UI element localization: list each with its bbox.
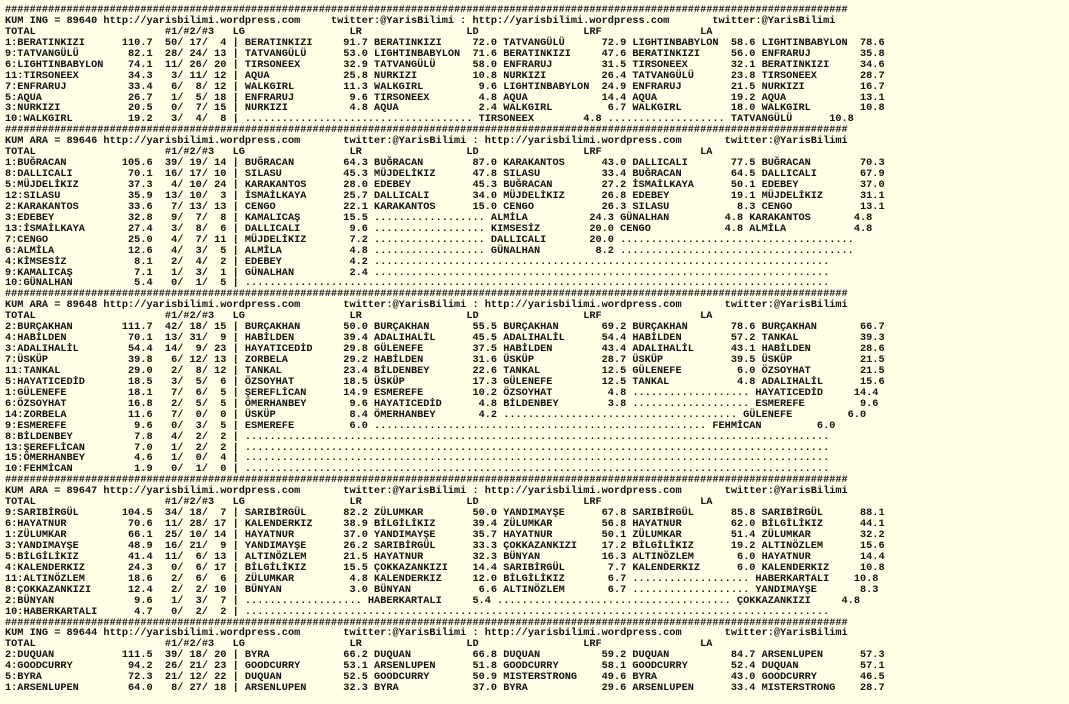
text-line: 6:ALMİLA 12.6 4/ 3/ 5 | ALMİLA 4.8 .................. GÜNALHAN 8.2 ...................................... [5,244,854,257]
text-line: 7:CENGO 25.0 4/ 7/ 11 | MÜJDELİKIZ 7.2 .................. DALLICALI 20.0 ...................................... [5,233,854,246]
text-line: 1:BUĞRACAN 105.6 39/ 19/ 14 | BUĞRACAN 64.3 BUĞRACAN 87.0 KARAKANTOS 43.0 DALLICALI 77.5 BUĞRACAN 70.3 [5,157,885,170]
text-line: 5:AQUA 26.7 1/ 5/ 18 | ENFRARUJ 9.6 TIRSONEEX 4.8 AQUA 14.4 AQUA 19.2 AQUA 13.1 [5,91,885,104]
text-line: KUM ARA = 89648 http://yarisbilimi.wordpress.com twitter:@YarisBilimi : http://yarisbilimi.wordpress.com twitter:@YarisBilimi [5,299,848,312]
text-line: 6:ÖZSOYHAT 16.8 2/ 5/ 5 | ÖMERHANBEY 9.6 HAYATICEDİD 4.8 BİLDENBEY 3.8 ................... ESMEREFE 9.6 [5,397,879,410]
text-line: 5:HAYATICEDİD 18.5 3/ 5/ 6 | ÖZSOYHAT 18.5 ÜSKÜP 17.3 GÜLENEFE 12.5 TANKAL 4.8 ADALIHALİL 15.6 [5,375,885,388]
text-line: 4:KALENDERKIZ 24.3 0/ 6/ 17 | BİLGİLİKIZ 15.5 ÇOKKAZANKIZI 14.4 SARIBİRGÜL 7.7 KALENDERKIZ 6.0 KALENDERKIZ 10.8 [5,561,885,574]
text-line: KUM ARA = 89647 http://yarisbilimi.wordpress.com twitter:@YarisBilimi : http://yarisbilimi.wordpress.com twitter:@YarisBilimi [5,485,848,498]
text-line: 4:GOODCURRY 94.2 26/ 21/ 23 | GOODCURRY 53.1 ARSENLUPEN 51.8 GOODCURRY 58.1 GOODCURRY 52.4 DUQUAN 57.1 [5,660,885,673]
text-line: 5:MÜJDELİKIZ 37.3 4/ 10/ 24 | KARAKANTOS 28.0 EDEBEY 45.3 BUĞRACAN 27.2 İSMAİLKAYA 50.1 EDEBEY 37.0 [5,179,885,191]
text-line: TOTAL #1/#2/#3 LG LR LD LRF LA [5,146,713,159]
text-line: 3:YANDIMAYŞE 48.9 16/ 21/ 9 | YANDIMAYŞE 26.2 SARIBİRGÜL 33.3 ÇOKKAZANKIZI 17.2 BİLGİLİKIZ 19.2 ALTINÖZLEM 15.6 [5,539,885,552]
text-line: 6:LIGHTINBABYLON 74.1 11/ 26/ 20 | TIRSONEEX 32.9 TATVANGÜLÜ 58.0 ENFRARUJ 31.5 TIRSONEEX 32.1 BERATINKIZI 34.6 [5,58,885,71]
text-line: 13:İSMAİLKAYA 27.4 3/ 8/ 6 | DALLICALI 9.6 .................. KIMSESİZ 20.0 CENGO 4.8 ALMİLA 4.8 [5,222,873,235]
text-line: TOTAL #1/#2/#3 LG LR LD LRF LA [5,310,713,323]
text-line: 2:KARAKANTOS 33.6 7/ 13/ 13 | CENGO 22.1 KARAKANTOS 15.0 CENGO 26.3 SILASU 8.3 CENGO 13.1 [5,200,885,213]
text-line: TOTAL #1/#2/#3 LG LR LD LRF LA [5,496,713,509]
text-line: 5:BYRA 72.3 21/ 12/ 22 | DUQUAN 52.5 GOODCURRY 50.9 MISTERSTRONG 49.6 BYRA 43.0 GOODCURRY 46.5 [5,671,885,684]
text-line: KUM ING = 89644 http://yarisbilimi.wordpress.com twitter:@YarisBilimi : http://yarisbilimi.wordpress.com twitter:@YarisBilimi [5,627,848,640]
text-line: 4:KİMSESİZ 8.1 2/ 4/ 2 | EDEBEY 4.2 .......................................................................... [5,255,830,268]
text-line: 11:ALTINÖZLEM 18.6 2/ 6/ 6 | ZÜLUMKAR 4.8 KALENDERKIZ 12.0 BİLGİLİKIZ 6.7 ................... HABERKARTALI 10.8 [5,572,879,585]
text-line: 3:EDEBEY 32.8 9/ 7/ 8 | KAMALICAŞ 15.5 .................. ALMİLA 24.3 GÜNALHAN 4.8 KARAKANTOS 4.8 [5,211,873,224]
text-line: KUM ING = 89640 http://yarisbilimi.wordpress.com twitter:@YarisBilimi : http://yarisbilimi.wordpress.com twitter:@YarisBilimi [5,14,836,27]
text-line: 10:WALKGIRL 19.2 3/ 4/ 8 | ..................................... TIRSONEEX 4.8 ................... TATVANGÜLÜ 10.8 [5,113,854,126]
text-line: 1:GÜLENEFE 18.1 7/ 6/ 5 | ŞEREFLİCAN 14.9 ESMEREFE 10.2 ÖZSOYHAT 4.8 ................... HAYATICEDİD 14.4 [5,386,879,399]
text-line: 1:ZÜLUMKAR 66.1 25/ 10/ 14 | HAYATNUR 37.0 YANDIMAYŞE 35.7 HAYATNUR 50.1 ZÜLUMKAR 51.4 ZÜLUMKAR 32.2 [5,529,885,541]
text-line: 8:BİLDENBEY 7.8 4/ 2/ 2 | ............................................................................................... [5,430,830,443]
separator-line: ######################################################################################################################################### [5,124,848,137]
text-line: 7:ÜSKÜP 39.8 6/ 12/ 13 | ZORBELA 29.2 HABİLDEN 31.6 ÜSKÜP 28.7 ÜSKÜP 39.5 ÜSKÜP 21.5 [5,354,885,366]
text-line: 3:ADALIHALİL 54.4 14/ 9/ 23 | HAYATICEDİD 29.8 GÜLENEFE 37.5 HABİLDEN 43.4 ADALIHALİL 43.1 HABİLDEN 28.6 [5,343,885,356]
text-line: 2:BÜNYAN 9.6 1/ 3/ 7 | ................... HABERKARTALI 5.4 ...................................... ÇOKKAZANKIZI 4.8 [5,594,860,607]
text-line: 3:NURKIZI 20.5 0/ 7/ 15 | NURKIZI 4.8 AQUA 2.4 WALKGIRL 6.7 WALKGIRL 18.0 WALKGIRL 10.8 [5,102,885,115]
text-line: KUM ARA = 89646 http://yarisbilimi.wordpress.com twitter:@YarisBilimi : http://yarisbilimi.wordpress.com twitter:@YarisBilimi [5,135,848,148]
separator-line: ######################################################################################################################################### [5,474,848,487]
separator-line: ######################################################################################################################################### [5,616,848,629]
text-line: 13:ŞEREFLİCAN 7.0 1/ 2/ 2 | ............................................................................................... [5,441,830,454]
text-line: 1:ARSENLUPEN 64.0 8/ 27/ 18 | ARSENLUPEN 32.3 BYRA 37.0 BYRA 29.6 ARSENLUPEN 33.4 MISTERSTRONG 28.7 [5,682,885,695]
text-line: 2:BURÇAKHAN 111.7 42/ 18/ 15 | BURÇAKHAN 50.0 BURÇAKHAN 55.5 BURÇAKHAN 69.2 BURÇAKHAN 78.6 BURÇAKHAN 66.7 [5,321,885,334]
text-line: 6:HAYATNUR 70.6 11/ 28/ 17 | KALENDERKIZ 38.9 BİLGİLİKIZ 39.4 ZÜLUMKAR 56.8 HAYATNUR 62.0 BİLGİLİKIZ 44.1 [5,518,885,531]
text-line: 9:KAMALICAŞ 7.1 1/ 3/ 1 | GÜNALHAN 2.4 .......................................................................... [5,266,830,279]
text-line: 15:ÖMERHANBEY 4.6 1/ 0/ 4 | ............................................................................................... [5,452,830,465]
text-line: 8:ÇOKKAZANKIZI 12.4 2/ 2/ 10 | BÜNYAN 3.0 BÜNYAN 6.6 ALTINÖZLEM 6.7 ................... YANDIMAYŞE 8.3 [5,583,879,596]
text-line: 4:HABİLDEN 70.1 13/ 31/ 9 | HABİLDEN 39.4 ADALIHALİL 45.5 ADALIHALİL 54.4 HABİLDEN 57.2 TANKAL 39.3 [5,332,885,345]
text-line: 11:TIRSONEEX 34.3 3/ 11/ 12 | AQUA 25.8 NURKIZI 10.8 NURKIZI 26.4 TATVANGÜLÜ 23.8 TIRSONEEX 28.7 [5,69,885,82]
text-line: 8:DALLICALI 70.1 16/ 17/ 10 | SILASU 45.3 MÜJDELİKIZ 47.8 SILASU 33.4 BUĞRACAN 64.5 DALLICALI 67.9 [5,168,885,181]
text-line: 7:ENFRARUJ 33.4 6/ 8/ 12 | WALKGIRL 11.3 WALKGIRL 9.6 LIGHTINBABYLON 24.9 ENFRARUJ 21.5 NURKIZI 16.7 [5,80,885,93]
text-line: TOTAL #1/#2/#3 LG LR LD LRF LA [5,638,713,651]
separator-line: ######################################################################################################################################### [5,288,848,301]
text-line: 14:ZORBELA 11.6 7/ 0/ 0 | ÜSKÜP 8.4 ÖMERHANBEY 4.2 ...................................... GÜLENEFE 6.0 [5,408,867,421]
text-line: 10:HABERKARTALI 4.7 0/ 2/ 2 | ............................................................................................... [5,605,830,618]
text-line: 5:BİLGİLİKIZ 41.4 11/ 6/ 13 | ALTINÖZLEM 21.5 HAYATNUR 32.3 BÜNYAN 16.3 ALTINÖZLEM 6.0 HAYATNUR 14.4 [5,550,885,563]
text-line: 1:BERATINKIZI 110.7 50/ 17/ 4 | BERATINKIZI 91.7 BERATINKIZI 72.0 TATVANGÜLÜ 72.9 LIGHTINBABYLON 58.6 LIGHTINBABYLON 78.6 [5,36,885,49]
text-line: 12:SILASU 35.9 13/ 10/ 3 | İSMAİLKAYA 25.7 DALLICALI 34.0 MÜJDELİKIZ 26.8 EDEBEY 19.1 MÜJDELİKIZ 31.1 [5,189,885,202]
separator-line: ######################################################################################################################################### [5,4,848,16]
text-line: 9:SARIBİRGÜL 104.5 34/ 18/ 7 | SARIBİRGÜL 82.2 ZÜLUMKAR 50.0 YANDIMAYŞE 67.8 SARIBİRGÜL 85.8 SARIBİRGÜL 88.1 [5,507,885,520]
text-line: 11:TANKAL 29.0 2/ 8/ 12 | TANKAL 23.4 BİLDENBEY 22.6 TANKAL 12.5 GÜLENEFE 6.0 ÖZSOYHAT 21.5 [5,364,885,377]
text-line: 10:GÜNALHAN 5.4 0/ 1/ 5 | ............................................................................................... [5,277,830,290]
text-line: 2:DUQUAN 111.5 39/ 18/ 20 | BYRA 66.2 DUQUAN 66.8 DUQUAN 59.2 DUQUAN 84.7 ARSENLUPEN 57.3 [5,649,885,662]
text-line: 9:TATVANGÜLÜ 82.1 28/ 24/ 13 | TATVANGÜLÜ 53.0 LIGHTINBABYLON 71.6 BERATINKIZI 47.6 BERATINKIZI 56.0 ENFRARUJ 35.8 [5,47,885,60]
text-line: TOTAL #1/#2/#3 LG LR LD LRF LA [5,25,713,38]
text-line: 10:FEHMİCAN 1.9 0/ 1/ 0 | ............................................................................................... [5,463,830,476]
text-line: 9:ESMEREFE 9.6 0/ 3/ 5 | ESMEREFE 6.0 ...................................................... FEHMİCAN 6.0 [5,419,836,432]
